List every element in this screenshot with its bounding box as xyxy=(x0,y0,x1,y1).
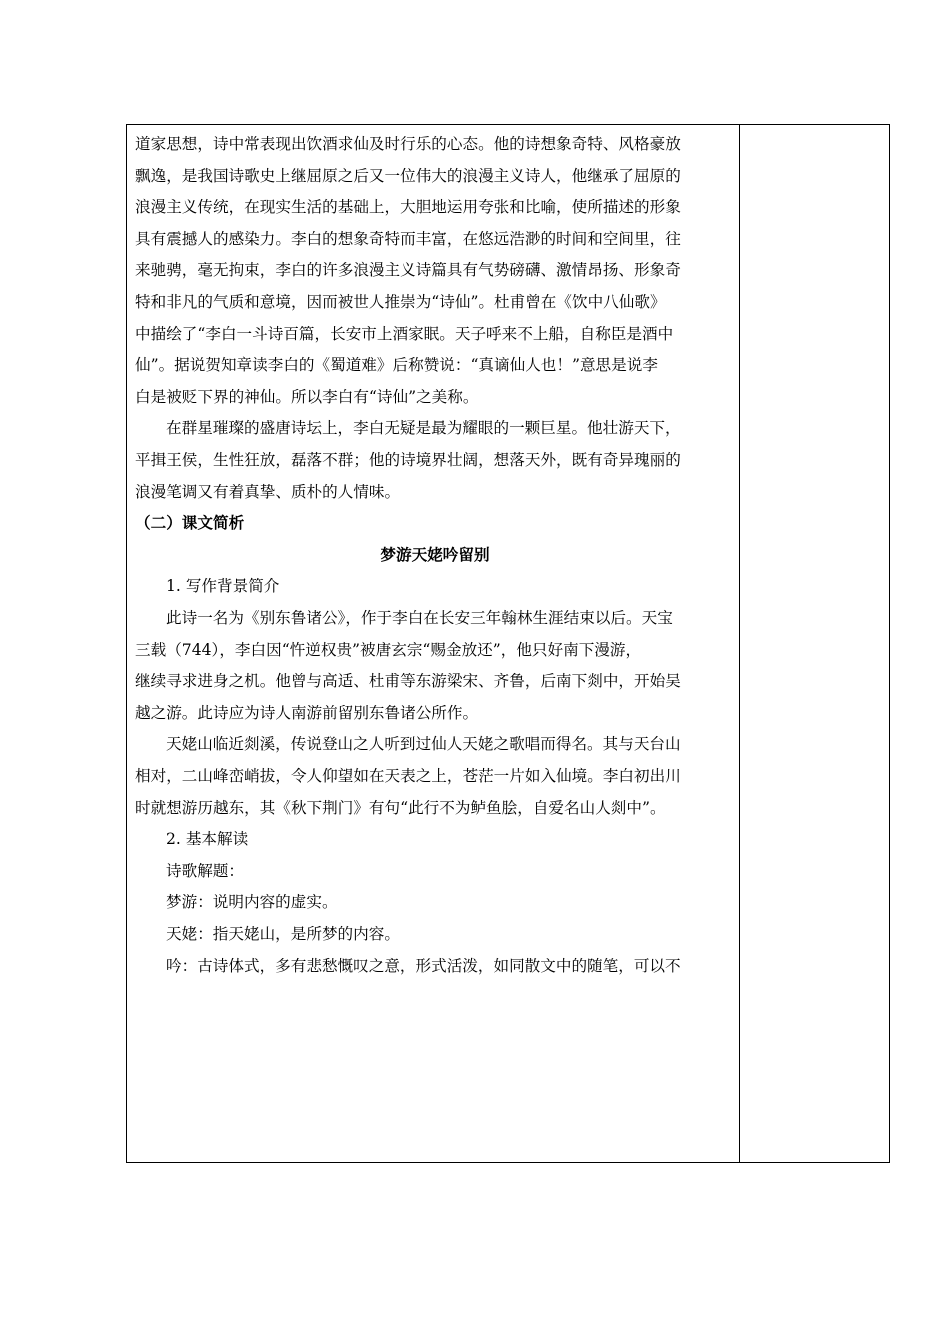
paragraph-line: 浪漫笔调又有着真挚、质朴的人情味。 xyxy=(135,482,401,501)
paragraph-line: 特和非凡的气质和意境，因而被世人推崇为“诗仙”。杜甫曾在《饮中八仙歌》 xyxy=(135,293,666,311)
paragraph-line: 仙”。据说贺知章读李白的《蜀道难》后称赞说：“真谪仙人也！”意思是说李 xyxy=(135,356,658,375)
document-table xyxy=(126,124,890,1163)
paragraph-line: 三载（744），李白因“忤逆权贵”被唐玄宗“赐金放还”，他只好南下漫游， xyxy=(135,640,642,659)
paragraph-line: 具有震撼人的感染力。李白的想象奇特而丰富，在悠远浩渺的时间和空间里，往 xyxy=(135,229,681,248)
paragraph-line: 道家思想，诗中常表现出饮酒求仙及时行乐的心态。他的诗想象奇特、风格豪放 xyxy=(135,135,681,153)
paragraph-line: 天姥山临近剡溪，传说登山之人听到过仙人天姥之歌唱而得名。其与天台山 xyxy=(166,735,681,754)
subheading: 2. 基本解读 xyxy=(166,830,249,849)
content-cell xyxy=(135,125,735,1162)
subheading: 1. 写作背景简介 xyxy=(166,577,280,596)
paragraph-line: 白是被贬下界的神仙。所以李白有“诗仙”之美称。 xyxy=(135,387,479,406)
lesson-title: 梦游天姥吟留别 xyxy=(380,544,490,564)
paragraph-line: 越之游。此诗应为诗人南游前留别东鲁诸公所作。 xyxy=(135,703,479,722)
paragraph-line: 相对，二山峰峦峭拔，令人仰望如在天表之上，苍茫一片如入仙境。李白初出川 xyxy=(135,767,681,785)
paragraph-line: 浪漫主义传统，在现实生活的基础上，大胆地运用夸张和比喻，使所描述的形象 xyxy=(135,198,681,217)
section-heading: （二）课文简析 xyxy=(135,513,245,533)
paragraph-line: 诗歌解题： xyxy=(166,861,244,880)
paragraph-line: 在群星璀璨的盛唐诗坛上，李白无疑是最为耀眼的一颗巨星。他壮游天下， xyxy=(166,419,681,438)
column-divider xyxy=(739,125,740,1162)
paragraph-line: 吟：古诗体式，多有悲愁慨叹之意，形式活泼，如同散文中的随笔，可以不 xyxy=(166,956,681,975)
paragraph-line: 此诗一名为《别东鲁诸公》，作于李白在长安三年翰林生涯结束以后。天宝 xyxy=(166,609,673,627)
paragraph-line: 继续寻求进身之机。他曾与高适、杜甫等东游梁宋、齐鲁，后南下剡中，开始吴 xyxy=(135,672,681,691)
paragraph-line: 飘逸，是我国诗歌史上继屈原之后又一位伟大的浪漫主义诗人，他继承了屈原的 xyxy=(135,166,681,185)
paragraph-line: 梦游：说明内容的虚实。 xyxy=(166,893,338,912)
paragraph-line: 来驰骋，毫无拘束，李白的许多浪漫主义诗篇具有气势磅礴、激情昂扬、形象奇 xyxy=(135,261,681,280)
paragraph-line: 平揖王侯，生性狂放，磊落不群；他的诗境界壮阔，想落天外，既有奇异瑰丽的 xyxy=(135,451,681,469)
paragraph-line: 天姥：指天姥山，是所梦的内容。 xyxy=(166,925,400,943)
paragraph-line: 时就想游历越东，其《秋下荆门》有句“此行不为鲈鱼脍，自爱名山人剡中”。 xyxy=(135,798,666,817)
paragraph-line: 中描绘了“李白一斗诗百篇，长安市上酒家眠。天子呼来不上船，自称臣是酒中 xyxy=(135,324,674,343)
